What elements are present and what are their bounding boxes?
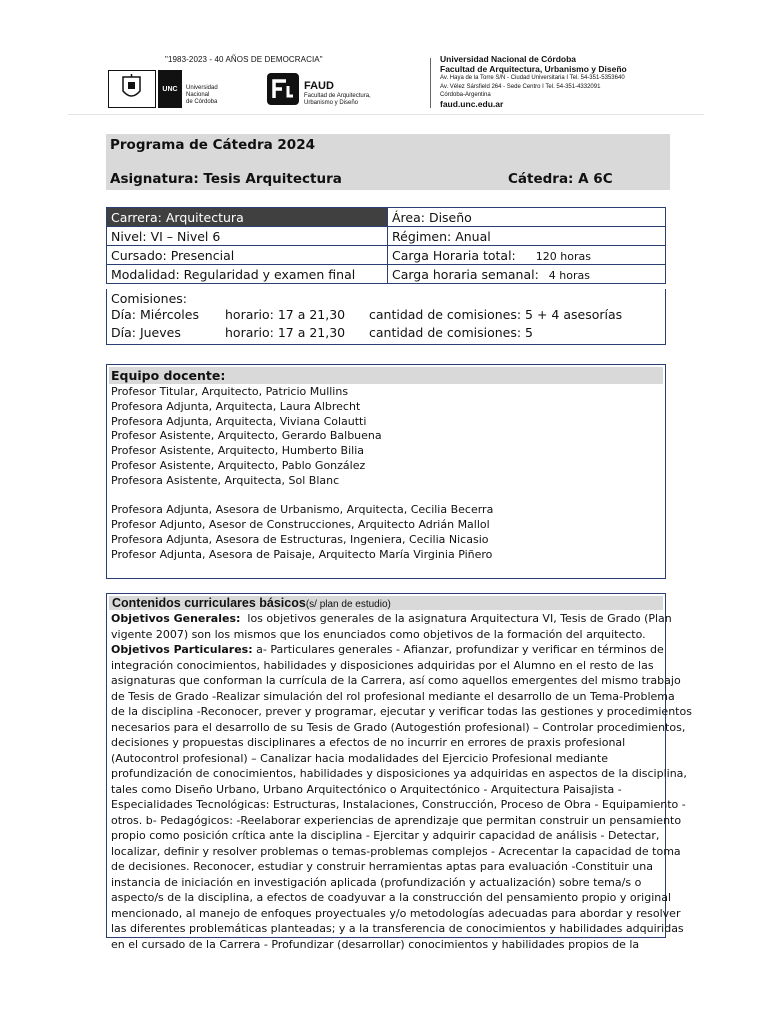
list-item: Profesora Adjunta, Arquitecta, Viviana Colautti <box>111 414 367 428</box>
democracy-slogan: "1983-2023 - 40 AÑOS DE DEMOCRACIA" <box>165 55 323 64</box>
table-row <box>107 208 666 227</box>
header-divider <box>68 114 704 115</box>
text-line: instancia de iniciación en investigación aplicada (profundización y actualización) sobre tema/s o <box>111 875 642 889</box>
list-item: Profesora Adjunta, Arquitecta, Laura Albrecht <box>111 399 361 413</box>
text-line: (Autocontrol profesional) – Canalizar hacia modalidades del Ejercicio Profesional mediante <box>111 751 608 765</box>
unc-logo-text: Universidad Nacional de Córdoba <box>186 85 218 105</box>
faud-logo-icon <box>266 72 300 106</box>
teaching-team-box <box>106 364 666 579</box>
list-item: Profesora Asistente, Arquitecta, Sol Blanc <box>111 473 340 487</box>
teaching-team-title: Equipo docente: <box>109 367 663 384</box>
university-name: Universidad Nacional de Córdoba <box>440 54 577 64</box>
letterhead <box>0 0 768 115</box>
modalidad-cell: Modalidad: Regularidad y examen final <box>107 265 388 284</box>
text-line: vigente 2007) son los mismos que los enunciados como objetivos de la formación del arquitecto. <box>111 627 646 641</box>
address-2: Av. Vélez Sársfield 264 - Sede Centro I Tel. 54-351-4332091 <box>440 83 601 90</box>
carga-semanal-cell: Carga horaria semanal: 4 horas <box>388 265 666 284</box>
list-item: Profesor Adjunta, Asesora de Paisaje, Arquitecto María Virginia Piñero <box>111 547 493 561</box>
faculty-name: Facultad de Arquitectura, Urbanismo y Diseño <box>440 63 627 74</box>
list-item: Profesor Asistente, Arquitecto, Pablo González <box>111 458 366 472</box>
text-line: integración conocimientos, habilidades y disposiciones adquiridas por el Alumno en el resto de las <box>111 658 654 672</box>
comisiones-box <box>106 289 666 345</box>
text-line: aspecto/s de la disciplina, a efectos de coadyuvar a la construcción del pensamiento propio y original <box>111 891 672 904</box>
text-line: decisiones y propuestas disciplinares a efectos de no incurrir en errores de praxis profesional <box>111 736 626 749</box>
table-row <box>107 246 666 265</box>
list-spacer <box>111 489 493 504</box>
carrera-cell: Carrera: Arquitectura <box>107 208 388 227</box>
table-row <box>107 265 666 284</box>
header-separator <box>430 58 431 108</box>
cursado-cell: Cursado: Presencial <box>107 246 388 265</box>
title-block <box>106 134 670 190</box>
list-item: Profesora Adjunta, Asesora de Estructuras, Ingeniera, Cecilia Nicasio <box>111 532 489 546</box>
carga-total-value: 120 horas <box>535 249 591 263</box>
address-1: Av. Haya de la Torre S/N - Ciudad Universitaria I Tel. 54-351-5353640 <box>440 75 625 81</box>
comisiones-label: Comisiones: <box>111 291 187 306</box>
text-line: necesarios para el desarrollo de su Tesis de Grado (Autogestión profesional) – Controlar procedimientos, <box>111 720 686 734</box>
text-line: otros. b- Pedagógicos: -Reelaborar experiencias de aprendizaje que permitan construir un pensamiento <box>111 813 682 827</box>
chair-title: Cátedra: A 6C <box>508 171 613 187</box>
program-title: Programa de Cátedra 2024 <box>110 137 315 153</box>
course-info-table <box>106 207 666 284</box>
faud-name: FAUD <box>304 80 334 92</box>
area-cell: Área: Diseño <box>388 208 666 227</box>
unc-crest-icon <box>108 70 156 108</box>
city: Córdoba-Argentina <box>440 92 491 98</box>
text-line: de Tesis de Grado -Realizar simulación del rol profesional mediante el desarrollo de un Tema-Problema <box>111 689 675 703</box>
subject-title: Asignatura: Tesis Arquitectura <box>110 171 342 187</box>
text-line: en el cursado de la Carrera - Profundizar (desarrollar) conocimientos y habilidades propios de la <box>111 937 640 951</box>
list-item: Profesor Asistente, Arquitecto, Humberto Bilia <box>111 444 364 458</box>
curricular-contents-box <box>106 593 692 951</box>
text-line: Objetivos Particulares: a- Particulares generales - Afianzar, profundizar y verificar en términos de <box>111 643 664 656</box>
comision-row: Día: Miércoles horario: 17 a 21,30 cantidad de comisiones: 5 + 4 asesorías <box>111 307 623 322</box>
nivel-cell: Nivel: VI – Nivel 6 <box>107 227 388 246</box>
text-line: profundización de conocimientos, habilidades y disposiciones ya adquiridas en aspectos de la disciplina, <box>111 767 687 780</box>
text-line: las diferentes problemáticas planteadas; y a la transferencia de conocimientos y habilidades adquiridas <box>111 922 684 935</box>
list-item: Profesora Adjunta, Asesora de Urbanismo, Arquitecta, Cecilia Becerra <box>111 503 494 517</box>
faud-subtitle: Facultad de Arquitectura, Urbanismo y Diseño <box>304 93 371 106</box>
regimen-cell: Régimen: Anual <box>388 227 666 246</box>
text-line: de decisiones. Reconocer, estudiar y construir herramientas aptas para evaluación -Constituir una <box>111 860 653 873</box>
list-item: Profesor Adjunto, Asesor de Construcciones, Arquitecto Adrián Mallol <box>111 518 490 532</box>
text-line: propio como posición crítica ante la disciplina - Ejercitar y adquirir capacidad de análisis - Detectar, <box>111 829 660 842</box>
list-item: Profesor Asistente, Arquitecto, Gerardo Balbuena <box>111 429 382 443</box>
text-line: tales como Diseño Urbano, Urbano Arquitectónico o Arquitectónico - Arquitectura Paisajista - <box>111 782 622 796</box>
teaching-team-list <box>111 385 493 563</box>
list-item: Profesor Titular, Arquitecto, Patricio Mullins <box>111 385 349 398</box>
curricular-contents-title: Contenidos curriculares básicos(s/ plan de estudio) <box>109 596 663 610</box>
carga-semanal-value: 4 horas <box>548 268 590 282</box>
carga-total-cell: Carga Horaria total: 120 horas <box>388 246 666 265</box>
curricular-contents-text <box>111 611 692 952</box>
website-link[interactable]: faud.unc.edu.ar <box>440 98 504 109</box>
text-line: localizar, definir y resolver problemas o temas-problemas complejos - Acrecentar la capacidad de toma <box>111 844 681 858</box>
unc-logo-box: UNC <box>158 70 182 108</box>
table-row <box>107 227 666 246</box>
comision-row: Día: Jueves horario: 17 a 21,30 cantidad de comisiones: 5 <box>111 325 533 340</box>
university-contact-block <box>440 55 627 108</box>
text-line: Objetivos Generales: los objetivos generales de la asignatura Arquitectura VI, Tesis de Grado (Plan <box>111 612 672 625</box>
text-line: mencionado, al manejo de enfoques proyectuales y/o metodologías adecuadas para abordar y resolver <box>111 906 681 920</box>
text-line: asignaturas que conforman la currícula de la Carrera, así como aquellos emergentes del mismo trabajo <box>111 674 681 687</box>
text-line: de la disciplina -Reconocer, prever y programar, ejecutar y verificar todas las gestiones y procedimientos <box>111 705 692 718</box>
text-line: Especialidades Tecnológicas: Estructuras, Instalaciones, Construcción, Proceso de Obra - Equipamiento - <box>111 798 686 811</box>
